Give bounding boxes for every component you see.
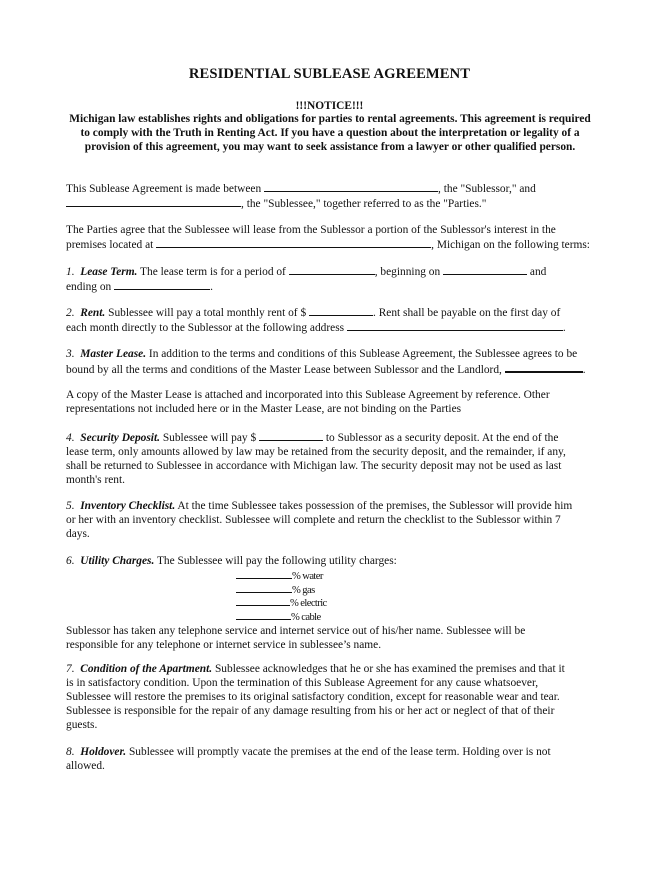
section-text: is in satisfactory condition. Upon the termination of this Sublease Agreement for any cause whatsoever, (66, 677, 539, 689)
section-number: 3. (66, 348, 75, 360)
section-number: 4. (66, 432, 75, 444)
section-text: month's rent. (66, 474, 125, 486)
section-heading: Utility Charges. (80, 555, 155, 567)
notice-line: Michigan law establishes rights and obligations for parties to rental agreements. This agreement is required (69, 113, 591, 125)
section-lease-term (66, 264, 602, 294)
parties-text: , Michigan on the following terms: (431, 239, 590, 251)
section-security-deposit (66, 430, 602, 487)
section-text: bound by all the terms and conditions of the Master Lease between Sublessor and the Landlord, (66, 364, 505, 376)
parties-text: The Parties agree that the Sublessee will lease from the Sublessor a portion of the Sublessor's interest in the (66, 224, 556, 236)
utility-notes (66, 624, 602, 652)
section-number: 1. (66, 266, 75, 278)
cable-percent-field[interactable] (236, 609, 291, 620)
section-text: . (562, 322, 566, 334)
section-heading: Inventory Checklist. (80, 500, 176, 512)
section-text: lease term, only amounts allowed by law may be retained from the security deposit, and the remainder, if any, (66, 446, 566, 458)
section-text: The lease term is for a period of (137, 266, 289, 278)
section-text: The Sublessee will pay the following utility charges: (154, 555, 397, 567)
intro-paragraph (66, 181, 602, 211)
lease-end-field[interactable] (114, 279, 210, 290)
intro-text: , the "Sublessee," together referred to as the "Parties." (241, 198, 487, 210)
monthly-rent-field[interactable] (309, 305, 373, 316)
water-percent-field[interactable] (236, 568, 292, 579)
notice-line: to comply with the Truth in Renting Act. If you have a question about the interpretation or legality of a (80, 127, 580, 139)
gas-percent-field[interactable] (236, 582, 292, 593)
section-inventory-checklist (66, 499, 602, 541)
section-heading: Master Lease. (80, 348, 147, 360)
landlord-name-field[interactable] (505, 361, 583, 373)
section-condition-of-apartment (66, 662, 602, 732)
section-text: or her with an inventory checklist. Sublessee will complete and return the checklist to the Sublessor within 7 (66, 514, 561, 526)
master-lease-copy-paragraph (66, 388, 602, 416)
section-holdover (66, 745, 602, 773)
section-heading: Rent. (80, 307, 106, 319)
section-text: Sublessee will pay a total monthly rent of $ (105, 307, 309, 319)
section-text: . (210, 281, 213, 293)
premises-location-field[interactable] (156, 237, 431, 248)
section-heading: Holdover. (80, 746, 127, 758)
section-utility-charges (66, 554, 602, 568)
section-number: 7. (66, 663, 75, 675)
section-text: and (527, 266, 547, 278)
section-number: 6. (66, 555, 75, 567)
utility-row-cable (236, 609, 327, 623)
notice-text (60, 112, 600, 154)
security-deposit-field[interactable] (259, 430, 323, 441)
section-text: days. (66, 528, 90, 540)
paragraph-text: representations not included here or in the Master Lease, are not binding on the Parties (66, 403, 462, 415)
parties-text: premises located at (66, 239, 157, 251)
utility-row-electric (236, 595, 327, 609)
section-text: responsible for any telephone or internet service in sublessee’s name. (66, 639, 382, 651)
rent-address-field[interactable] (347, 320, 563, 331)
utility-label: % water (292, 571, 323, 582)
section-text: Sublessee will promptly vacate the premises at the end of the lease term. Holding over is not (126, 746, 551, 758)
intro-text: , the "Sublessor," and (438, 183, 536, 195)
lease-start-field[interactable] (443, 264, 527, 275)
section-text: Sublessee is responsible for the repair of any damage resulting from his or her act or neglect of that of their (66, 705, 555, 717)
utility-row-gas (236, 582, 327, 596)
section-text: shall be returned to Sublessee in accordance with Michigan law. The security deposit may not be used as last (66, 460, 562, 472)
section-heading: Security Deposit. (80, 432, 160, 444)
section-text: Sublessor has taken any telephone service and internet service out of his/her name. Sublessee will be (66, 625, 526, 637)
section-master-lease (66, 347, 602, 377)
intro-text: This Sublease Agreement is made between (66, 183, 265, 195)
sublessor-name-field[interactable] (264, 181, 438, 192)
section-text: allowed. (66, 760, 105, 772)
section-number: 5. (66, 500, 75, 512)
section-number: 8. (66, 746, 75, 758)
parties-paragraph (66, 223, 602, 252)
section-heading: Condition of the Apartment. (80, 663, 213, 675)
utility-list (236, 568, 327, 622)
utility-label: % electric (290, 598, 327, 609)
section-heading: Lease Term. (80, 266, 138, 278)
section-text: guests. (66, 719, 98, 731)
section-text: to Sublessor as a security deposit. At the end of the (323, 432, 559, 444)
utility-row-water (236, 568, 327, 582)
document-title: RESIDENTIAL SUBLEASE AGREEMENT (188, 66, 471, 82)
section-text: In addition to the terms and conditions of this Sublease Agreement, the Sublessee agrees to be (146, 348, 578, 360)
section-text: ending on (66, 281, 115, 293)
section-number: 2. (66, 307, 75, 319)
section-text: Sublessee will restore the premises to its original satisfactory condition, except for reasonable wear and tear. (66, 691, 560, 703)
notice-heading: !!!NOTICE!!! (295, 100, 364, 112)
section-rent (66, 305, 602, 335)
sublessee-name-field[interactable] (66, 196, 241, 207)
utility-label: % gas (292, 584, 315, 596)
section-text: Sublessee will pay $ (159, 432, 260, 444)
section-text: . Rent shall be payable on the first day of (373, 307, 561, 319)
section-text: Sublessee acknowledges that he or she has examined the premises and that it (212, 663, 565, 675)
electric-percent-field[interactable] (236, 595, 290, 606)
section-text: , beginning on (374, 266, 444, 278)
notice-line: provision of this agreement, you may want to seek assistance from a lawyer or other qualified person. (84, 141, 576, 153)
lease-period-field[interactable] (289, 264, 375, 275)
section-text: At the time Sublessee takes possession of the premises, the Sublessor will provide him (175, 500, 573, 512)
section-text: . (582, 364, 586, 376)
utility-label: % cable (291, 611, 321, 623)
paragraph-text: A copy of the Master Lease is attached and incorporated into this Sublease Agreement by reference. Other (66, 389, 550, 401)
section-text: each month directly to the Sublessor at the following address (66, 322, 347, 334)
